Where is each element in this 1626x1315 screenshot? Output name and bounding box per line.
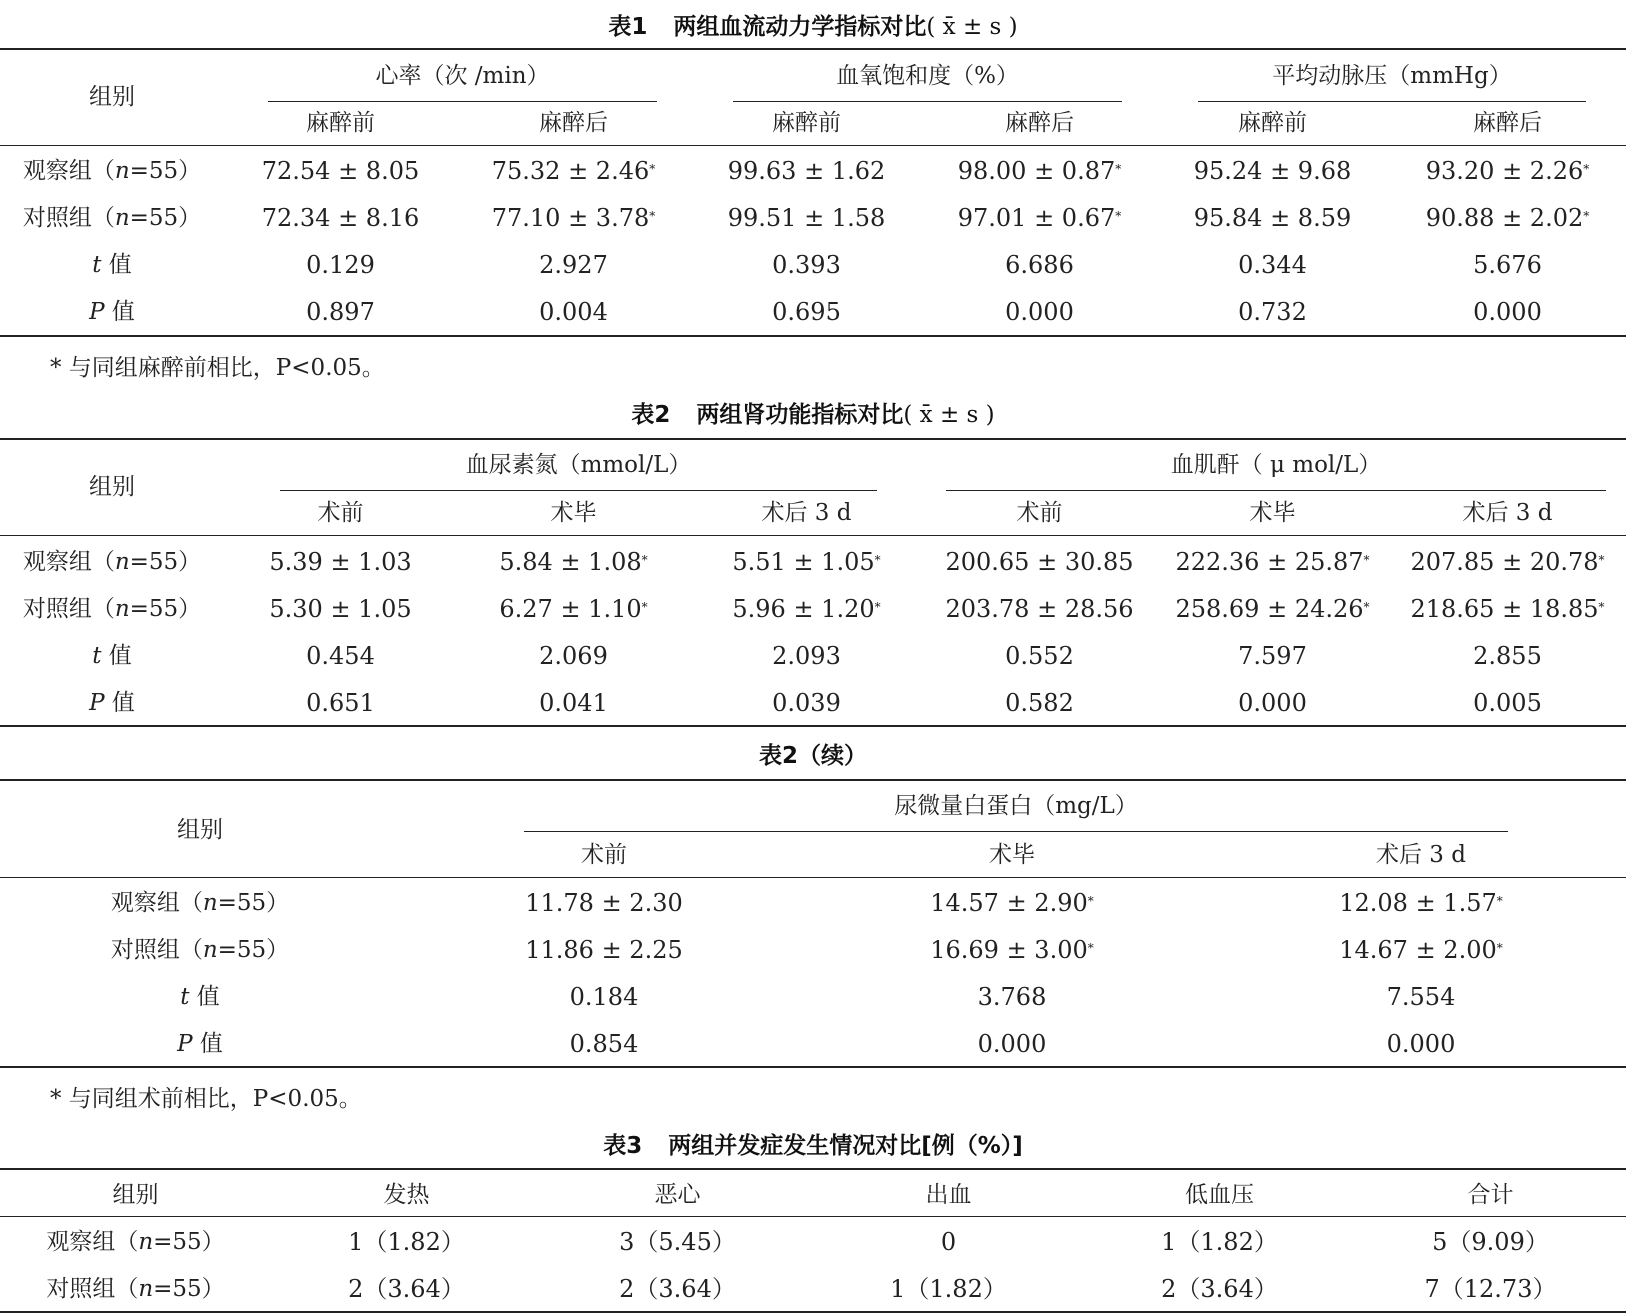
- table2-cell: 5.96 ± 1.20*: [732, 595, 881, 623]
- table1-cell: 99.63 ± 1.62: [727, 157, 886, 185]
- table2-cell: 5.30 ± 1.05: [269, 595, 412, 623]
- table2-subcol: 术前: [317, 500, 364, 526]
- table2c-bottom-rule: [0, 1066, 1626, 1068]
- table2c-cell: 7.554: [1386, 983, 1456, 1011]
- table1-row-label: 观察组（n=55）: [22, 158, 202, 184]
- table2c-subcol: 术后 3 d: [1376, 842, 1466, 868]
- table1-subcol: 麻醉前: [1238, 110, 1307, 136]
- table2-stat: ( x̄ ± s ): [903, 402, 995, 428]
- table1-subcol: 麻醉后: [539, 110, 608, 136]
- table2c-cell: 0.000: [1386, 1030, 1456, 1058]
- table2-number: 表2: [631, 402, 671, 428]
- table1-subcol: 麻醉前: [772, 110, 841, 136]
- table2-cell: 2.855: [1473, 642, 1542, 670]
- table2-title: 两组肾功能指标对比: [696, 402, 904, 428]
- table1-subrule-1: [268, 101, 657, 102]
- table1-cell: 0.000: [1005, 298, 1074, 326]
- table2c-cell: 14.67 ± 2.00*: [1339, 936, 1503, 964]
- table2-subcol: 术毕: [1249, 500, 1296, 526]
- table2-header-rule: [0, 535, 1626, 536]
- table2c-row-label: 对照组（n=55）: [110, 937, 290, 963]
- table1-subrule-2: [733, 101, 1122, 102]
- table3-row-label: 观察组（n=55）: [46, 1229, 225, 1255]
- table3-cell: 3（5.45）: [619, 1228, 736, 1256]
- table2-cell: 207.85 ± 20.78*: [1410, 548, 1605, 576]
- table2-subrule-1: [280, 490, 877, 491]
- table1-row-label: P 值: [89, 299, 135, 325]
- table1-colgroup-spo2: 血氧饱和度（%）: [836, 63, 1019, 89]
- table2-cell: 258.69 ± 24.26*: [1175, 595, 1370, 623]
- table1-number: 表1: [608, 14, 648, 40]
- table1-top-rule: [0, 48, 1626, 50]
- table1-subcol: 麻醉前: [306, 110, 375, 136]
- table1-colgroup-heart-rate: 心率（次 /min）: [375, 63, 550, 89]
- table2-subrule-2: [946, 490, 1606, 491]
- table3-caption: [0, 1131, 1626, 1161]
- table3-number: 表3: [603, 1133, 643, 1159]
- table2-cell: 2.093: [772, 642, 841, 670]
- table1-cell: 0.695: [772, 298, 841, 326]
- table1-cell: 2.927: [539, 251, 608, 279]
- table3-row-label: 对照组（n=55）: [46, 1276, 225, 1302]
- table3-cell: 7（12.73）: [1424, 1275, 1557, 1303]
- table3-header: 出血: [925, 1182, 972, 1208]
- table1-cell: 0.897: [306, 298, 375, 326]
- table1-cell: 99.51 ± 1.58: [727, 204, 886, 232]
- table2-row-label: 对照组（n=55）: [22, 596, 202, 622]
- table1-cell: 6.686: [1005, 251, 1074, 279]
- table2-footnote: * 与同组术前相比，P<0.05。: [50, 1086, 362, 1112]
- table2c-cell: 12.08 ± 1.57*: [1339, 889, 1503, 917]
- table1-cell: 77.10 ± 3.78*: [491, 204, 656, 232]
- table3-header-rule: [0, 1216, 1626, 1217]
- table1-subcol: 麻醉后: [1473, 110, 1542, 136]
- table2c-subcol: 术毕: [989, 842, 1035, 868]
- table3-cell: 0: [940, 1228, 957, 1256]
- table2c-cell: 14.57 ± 2.90*: [930, 889, 1094, 917]
- table2-subcol: 术后 3 d: [1462, 500, 1553, 526]
- table2c-cell: 0.184: [569, 983, 639, 1011]
- table1-cell: 0.732: [1238, 298, 1307, 326]
- table1-cell: 0.129: [306, 251, 375, 279]
- table3-bottom-rule: [0, 1311, 1626, 1313]
- table2-cell: 0.651: [306, 689, 375, 717]
- table2-cell: 222.36 ± 25.87*: [1175, 548, 1370, 576]
- table1-cell: 0.393: [772, 251, 841, 279]
- table2-colgroup-bun: 血尿素氮（mmol/L）: [465, 452, 692, 478]
- table2c-group-header: 组别: [177, 817, 223, 843]
- table1-caption: [0, 12, 1626, 42]
- table2-cell: 0.039: [772, 689, 841, 717]
- table1-footnote: * 与同组麻醉前相比，P<0.05。: [50, 355, 385, 381]
- table1-cell: 90.88 ± 2.02*: [1425, 204, 1590, 232]
- table3-header: 恶心: [654, 1182, 701, 1208]
- table1-colgroup-map: 平均动脉压（mmHg）: [1272, 63, 1512, 89]
- table3-cell: 1（1.82）: [1161, 1228, 1278, 1256]
- table3-cell: 2（3.64）: [1161, 1275, 1278, 1303]
- table1-cell: 95.24 ± 9.68: [1193, 157, 1352, 185]
- table1-cell: 95.84 ± 8.59: [1193, 204, 1352, 232]
- table2c-caption: 表2（续）: [758, 743, 867, 769]
- table3-cell: 1（1.82）: [348, 1228, 465, 1256]
- table1-stat: ( x̄ ± s ): [926, 14, 1018, 40]
- table3-top-rule: [0, 1168, 1626, 1170]
- table1-cell: 97.01 ± 0.67*: [957, 204, 1122, 232]
- table2-cell: 2.069: [539, 642, 608, 670]
- table2-row-label: 观察组（n=55）: [22, 549, 202, 575]
- table2-cell: 0.552: [1005, 642, 1074, 670]
- table2c-cell: 0.854: [569, 1030, 639, 1058]
- table2-subcol: 术毕: [550, 500, 597, 526]
- table2-group-header: 组别: [89, 474, 135, 500]
- table2-cell: 0.000: [1238, 689, 1307, 717]
- table2c-row-label: P 值: [177, 1031, 223, 1057]
- table1-cell: 0.004: [539, 298, 608, 326]
- table1-cell: 5.676: [1473, 251, 1542, 279]
- table3-header: 合计: [1467, 1182, 1514, 1208]
- table2-cell: 0.041: [539, 689, 608, 717]
- table2c-cell: 16.69 ± 3.00*: [930, 936, 1094, 964]
- table1-header-rule: [0, 145, 1626, 146]
- table3-cell: 1（1.82）: [890, 1275, 1007, 1303]
- table2c-top-rule: [0, 779, 1626, 781]
- table2-top-rule: [0, 438, 1626, 440]
- table1-bottom-rule: [0, 335, 1626, 337]
- table1-cell: 72.34 ± 8.16: [261, 204, 420, 232]
- table1-cell: 98.00 ± 0.87*: [957, 157, 1122, 185]
- table2-cell: 5.51 ± 1.05*: [732, 548, 881, 576]
- table2-cell: 0.582: [1005, 689, 1074, 717]
- table2c-cell: 3.768: [977, 983, 1047, 1011]
- table3-title: 两组并发症发生情况对比[例（%）]: [668, 1133, 1023, 1159]
- table2c-subrule: [524, 831, 1508, 832]
- table2-cell: 0.005: [1473, 689, 1542, 717]
- table2-row-label: P 值: [89, 690, 135, 716]
- table2c-cell: 0.000: [977, 1030, 1047, 1058]
- table2-bottom-rule: [0, 725, 1626, 727]
- table1-cell: 0.000: [1473, 298, 1542, 326]
- table2-cell: 0.454: [306, 642, 375, 670]
- table1-title: 两组血流动力学指标对比: [673, 14, 927, 40]
- table2-subcol: 术前: [1016, 500, 1063, 526]
- table2-caption: [0, 400, 1626, 430]
- table1-cell: 72.54 ± 8.05: [261, 157, 420, 185]
- table3-header: 组别: [112, 1182, 159, 1208]
- table1-group-header: 组别: [89, 84, 135, 110]
- table2-cell: 5.84 ± 1.08*: [499, 548, 648, 576]
- table2-cell: 6.27 ± 1.10*: [499, 595, 648, 623]
- table2-subcol: 术后 3 d: [761, 500, 852, 526]
- table3-cell: 2（3.64）: [619, 1275, 736, 1303]
- table2c-row-label: t 值: [180, 984, 220, 1010]
- table2-cell: 200.65 ± 30.85: [945, 548, 1134, 576]
- table2-cell: 5.39 ± 1.03: [269, 548, 412, 576]
- table2-cell: 218.65 ± 18.85*: [1410, 595, 1605, 623]
- table2c-cell: 11.78 ± 2.30: [525, 889, 683, 917]
- table1-cell: 93.20 ± 2.26*: [1425, 157, 1590, 185]
- table1-row-label: t 值: [92, 252, 132, 278]
- table1-cell: 0.344: [1238, 251, 1307, 279]
- table2c-colgroup-umalb: 尿微量白蛋白（mg/L）: [894, 793, 1138, 819]
- table1-subcol: 麻醉后: [1005, 110, 1074, 136]
- table2-row-label: t 值: [92, 643, 132, 669]
- table1-subrule-3: [1198, 101, 1586, 102]
- table2c-row-label: 观察组（n=55）: [110, 890, 290, 916]
- table2-cell: 203.78 ± 28.56: [945, 595, 1134, 623]
- table2c-subcol: 术前: [581, 842, 627, 868]
- table2c-header-rule: [0, 877, 1626, 878]
- table2-cell: 7.597: [1238, 642, 1307, 670]
- table3-cell: 2（3.64）: [348, 1275, 465, 1303]
- table3-header: 发热: [383, 1182, 430, 1208]
- table2-colgroup-scr: 血肌酐（ μ mol/L）: [1170, 452, 1382, 478]
- table1-row-label: 对照组（n=55）: [22, 205, 202, 231]
- table3-header: 低血压: [1185, 1182, 1254, 1208]
- table1-cell: 75.32 ± 2.46*: [491, 157, 656, 185]
- table2c-cell: 11.86 ± 2.25: [525, 936, 683, 964]
- table3-cell: 5（9.09）: [1432, 1228, 1549, 1256]
